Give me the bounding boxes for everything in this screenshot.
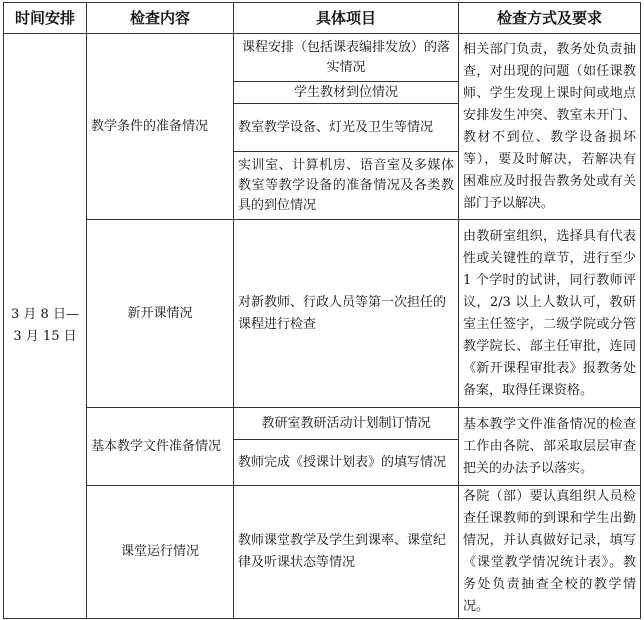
- method-cell-1: 相关部门负责，教务处负责抽查，对出现的问题（如任课教师、学生发现上课时间或地点安排发生冲突、教室未开门、教材不到位、教学设备损坏等），要及时解决，若解决有困难应及时报告教务处或有关部门予以解决。: [459, 34, 641, 220]
- table-row: [4, 34, 641, 82]
- method-cell-4: 各院（部）要认真组织人员检查任课教师的到课和学生出勤情况，并认真做好记录，填写《课堂教学情况统计表》。教务处负责抽查全校的教学情况。: [459, 486, 641, 619]
- method-cell-3: 基本教学文件准备情况的检查工作由各院、部采取层层审查把关的办法予以落实。: [459, 408, 641, 486]
- header-time: 时间安排: [4, 3, 87, 34]
- header-content: 检查内容: [87, 3, 234, 34]
- item-cell: 学生教材到位情况: [234, 82, 459, 104]
- item-cell: 实训室、计算机房、语音室及多媒体教室等教学设备的准备情况及各类教具的到位情况: [234, 152, 459, 220]
- table-row: [4, 408, 641, 440]
- item-cell: 课程安排（包括课表编排发放）的落实情况: [234, 34, 459, 82]
- time-line-2: 3 月 15 日: [13, 329, 77, 344]
- item-cell: 对新教师、行政人员等第一次担任的课程进行检查: [234, 220, 459, 408]
- item-cell: 教研室教研活动计划制订情况: [234, 408, 459, 440]
- content-cell-3: 基本教学文件准备情况: [87, 408, 234, 486]
- inspection-schedule-table: [3, 2, 641, 619]
- content-cell-4: 课堂运行情况: [87, 486, 234, 619]
- header-method: 检查方式及要求: [459, 3, 641, 34]
- item-cell: 教师完成《授课计划表》的填写情况: [234, 440, 459, 486]
- item-cell: 教室教学设备、灯光及卫生等情况: [234, 104, 459, 152]
- item-cell: 教师课堂教学及学生到课率、课堂纪律及听课状态等情况: [234, 486, 459, 619]
- time-cell: [4, 34, 87, 619]
- table-row: [4, 486, 641, 619]
- header-row: [4, 3, 641, 34]
- table-row: [4, 220, 641, 408]
- content-cell-1: 教学条件的准备情况: [87, 34, 234, 220]
- method-cell-2: 由教研室组织，选择具有代表性或关键性的章节，进行至少 1 个学时的试讲，同行教师评议，2/3 以上人数认可，教研室主任签字，二级学院或分管教学院长、部主任审批，连同《新开课程审批表》报教务处备案，取得任课资格。: [459, 220, 641, 408]
- header-items: 具体项目: [234, 3, 459, 34]
- content-cell-2: 新开课情况: [87, 220, 234, 408]
- time-line-1: 3 月 8 日—: [11, 307, 79, 322]
